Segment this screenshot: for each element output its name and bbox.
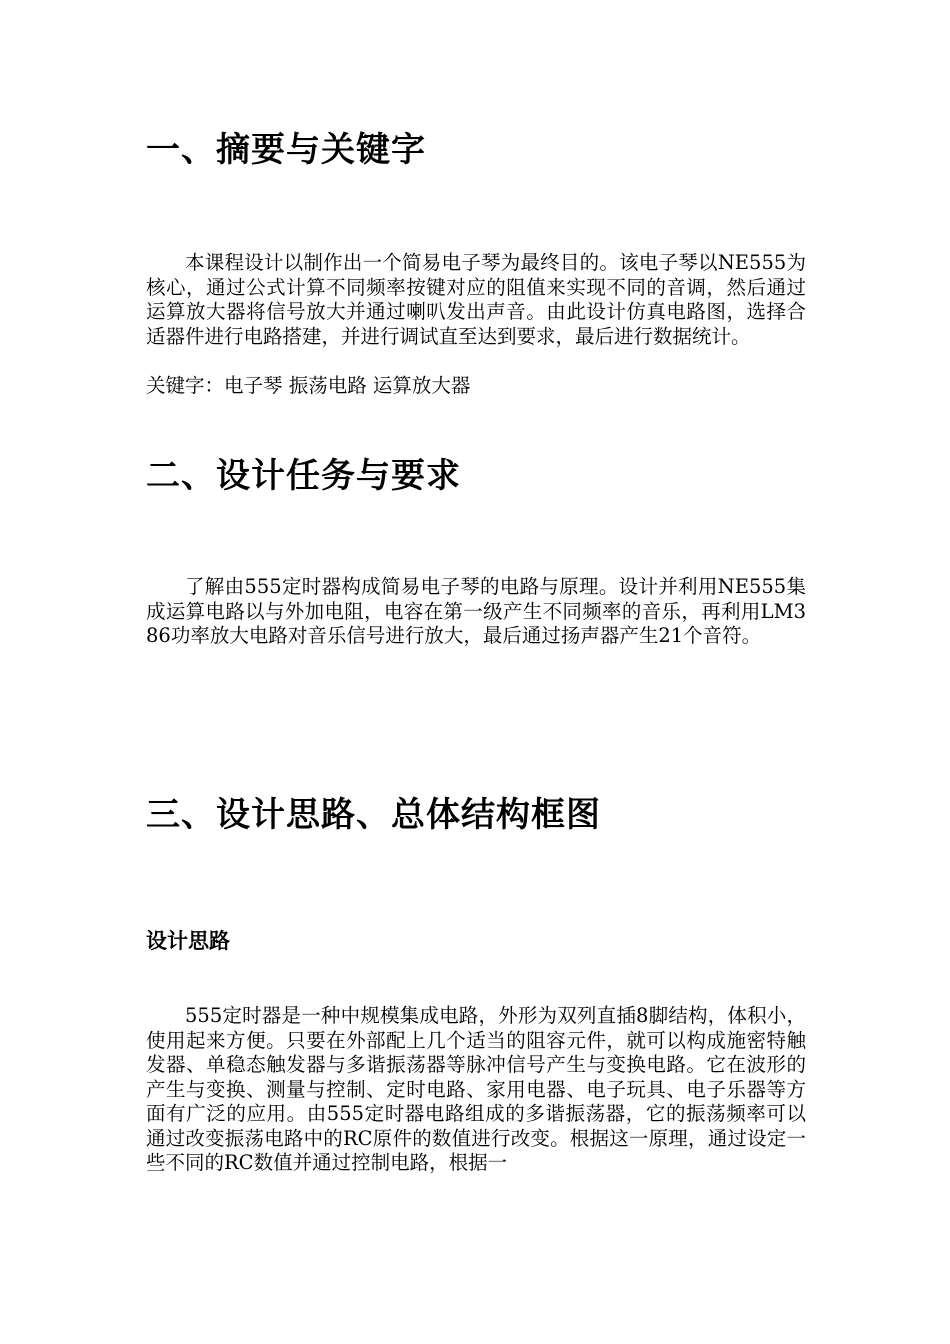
section-heading-task: 二、设计任务与要求 xyxy=(146,456,461,496)
section-heading-design: 三、设计思路、总体结构框图 xyxy=(146,795,601,835)
keywords-line: 关键字：电子琴 振荡电路 运算放大器 xyxy=(146,374,471,397)
section-heading-abstract: 一、摘要与关键字 xyxy=(146,130,426,170)
subheading-design-idea: 设计思路 xyxy=(146,929,230,953)
task-paragraph: 了解由555定时器构成简易电子琴的电路与原理。设计并利用NE555集成运算电路以与外加电阻，电容在第一级产生不同频率的音乐，再利用LM386功率放大电路对音乐信号进行放大，最后通过扬声器产生21个音符。 xyxy=(146,575,806,647)
design-idea-paragraph: 555定时器是一种中规模集成电路，外形为双列直插8脚结构，体积小，使用起来方便。只要在外部配上几个适当的阻容元件，就可以构成施密特触发器、单稳态触发器与多谐振荡器等脉冲信号产生与变换电路。它在波形的产生与变换、测量与控制、定时电路、家用电器、电子玩具、电子乐器等方面有广泛的应用。由555定时器电路组成的多谐振荡器，它的振荡频率可以通过改变振荡电路中的RC原件的数值进行改变。根据这一原理，通过设定一些不同的RC数值并通过控制电路，根据一 xyxy=(146,1004,806,1174)
abstract-paragraph: 本课程设计以制作出一个简易电子琴为最终目的。该电子琴以NE555为核心，通过公式计算不同频率按键对应的阻值来实现不同的音调，然后通过运算放大器将信号放大并通过喇叭发出声音。由此设计仿真电路图，选择合适器件进行电路搭建，并进行调试直至达到要求，最后进行数据统计。 xyxy=(146,251,806,348)
